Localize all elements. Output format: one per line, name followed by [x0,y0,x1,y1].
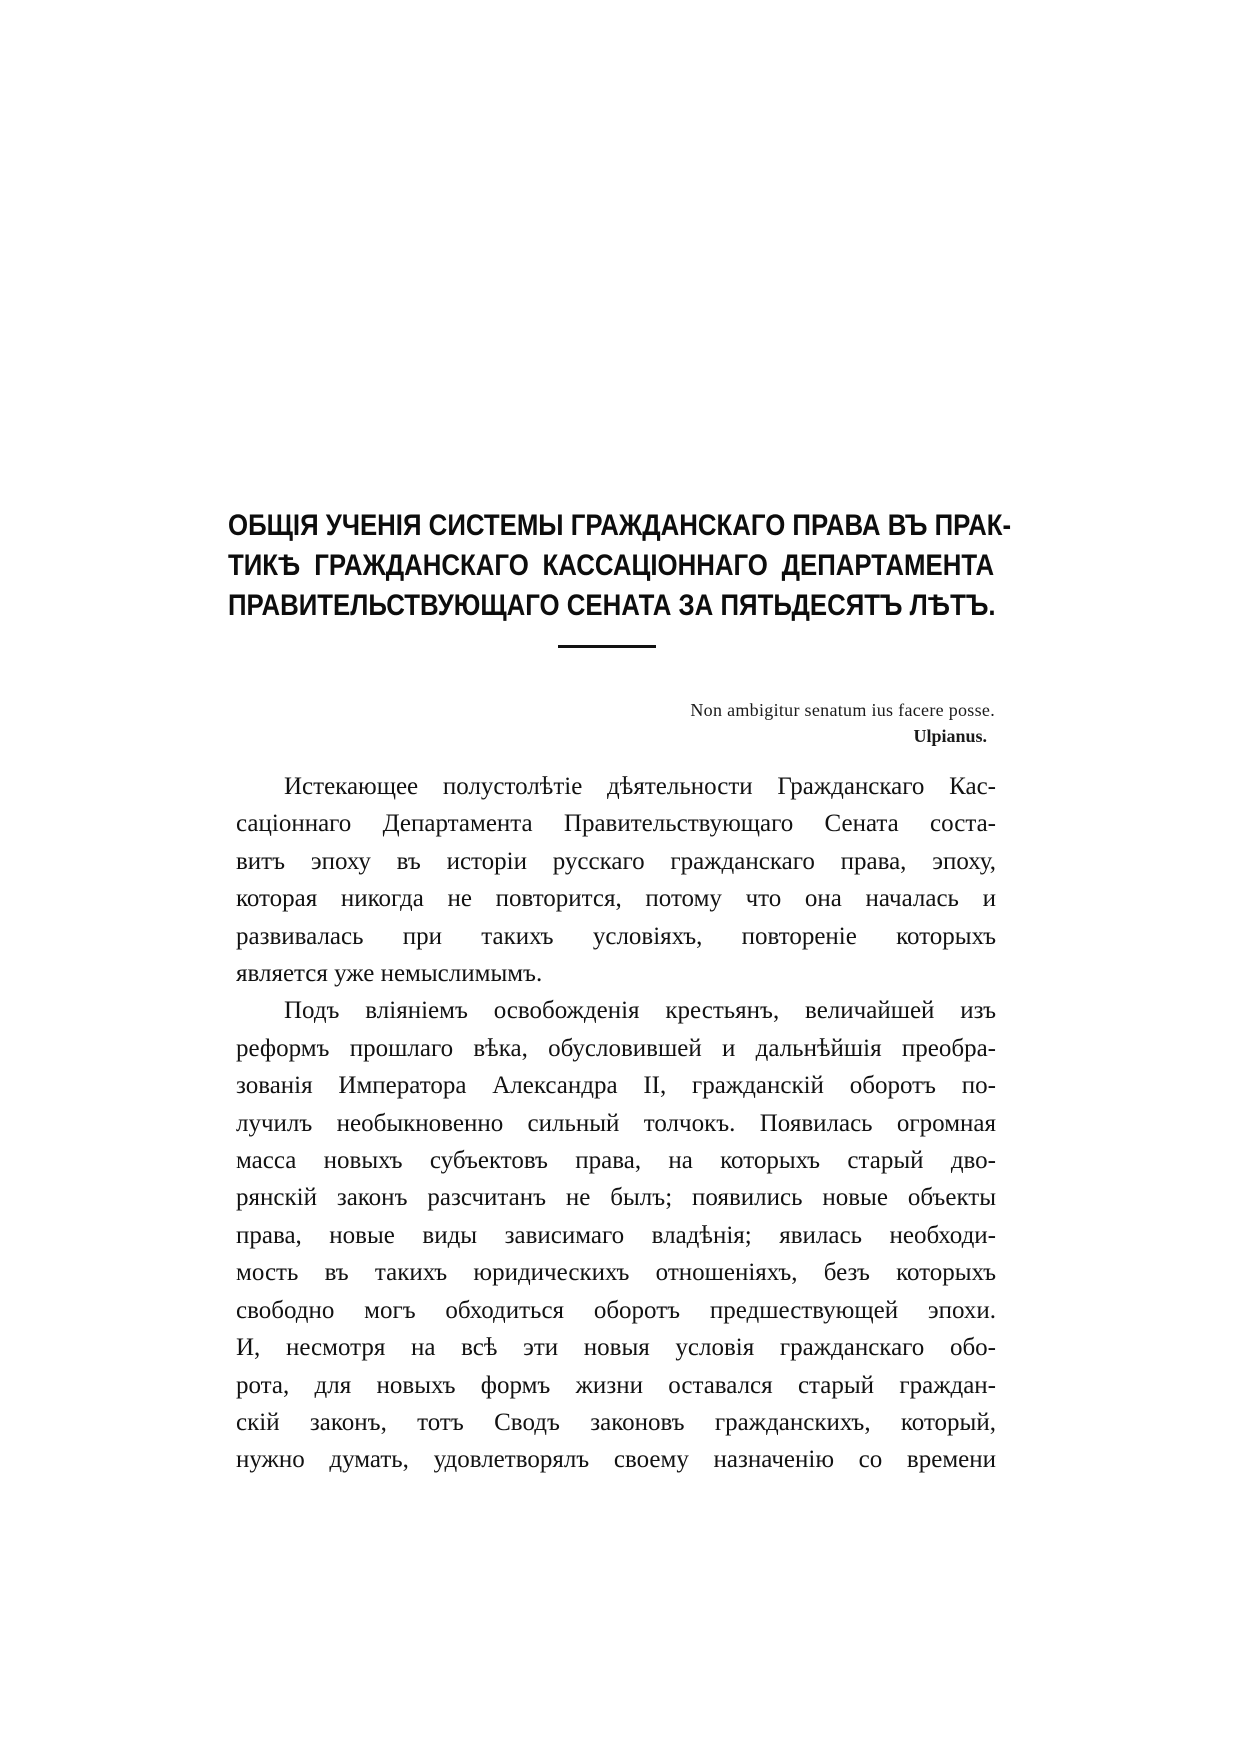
text-line: И, несмотря на всѣ эти новыя условія гражданскаго обо- [236,1334,996,1362]
text-line: масса новыхъ субъектовъ права, на которыхъ старый дво- [236,1147,996,1175]
text-line: которая никогда не повторится, потому что она началась и [236,885,996,913]
title-line: ТИКѢ ГРАЖДАНСКАГО КАССАЦІОННАГО ДЕПАРТАМЕНТА [228,549,995,582]
text-line: рота, для новыхъ формъ жизни оставался старый граждан- [236,1371,996,1399]
text-line: Подъ вліяніемъ освобожденія крестьянъ, величайшей изъ [284,997,996,1025]
epigraph [540,697,995,749]
text-line: саціоннаго Департамента Правительствующаго Сената соста- [236,810,996,838]
text-line: витъ эпоху въ исторіи русскаго гражданскаго права, эпоху, [236,847,996,875]
text-line: является уже немыслимымъ. [236,960,543,988]
epigraph-quote: Non ambigitur senatum ius facere posse. [690,700,995,720]
text-line: рянскій законъ разсчитанъ не былъ; появились новые объекты [236,1184,996,1212]
body-text [236,768,996,1479]
text-line: зованія Императора Александра II, гражданскій оборотъ по- [236,1072,996,1100]
paragraph-1 [236,768,996,992]
epigraph-author: Ulpianus. [913,726,987,746]
text-line: мость въ такихъ юридическихъ отношеніяхъ, безъ которыхъ [236,1259,996,1287]
text-line: реформъ прошлаго вѣка, обусловившей и дальнѣйшія преобра- [236,1034,996,1062]
text-line: свободно могъ обходиться оборотъ предшествующей эпохи. [236,1296,996,1324]
text-line: лучилъ необыкновенно сильный толчокъ. Появилась огромная [236,1109,996,1137]
text-line: нужно думать, удовлетворялъ своему назначенію со времени [236,1446,996,1474]
text-line: скій законъ, тотъ Сводъ законовъ гражданскихъ, который, [236,1408,996,1436]
title-divider [558,645,656,648]
text-line: развивалась при такихъ условіяхъ, повтореніе которыхъ [236,922,996,950]
title-line: ОБЩІЯ УЧЕНІЯ СИСТЕМЫ ГРАЖДАНСКАГО ПРАВА ВЪ ПРАК- [228,509,1012,542]
paragraph-2 [236,992,996,1478]
text-line: Истекающее полустолѣтіе дѣятельности Гражданскаго Кас- [284,773,996,800]
page-title [228,506,1012,626]
text-line: права, новые виды зависимаго владѣнія; явилась необходи- [236,1221,996,1249]
title-line: ПРАВИТЕЛЬСТВУЮЩАГО СЕНАТА ЗА ПЯТЬДЕСЯТЪ ЛѢТЪ. [228,589,996,622]
